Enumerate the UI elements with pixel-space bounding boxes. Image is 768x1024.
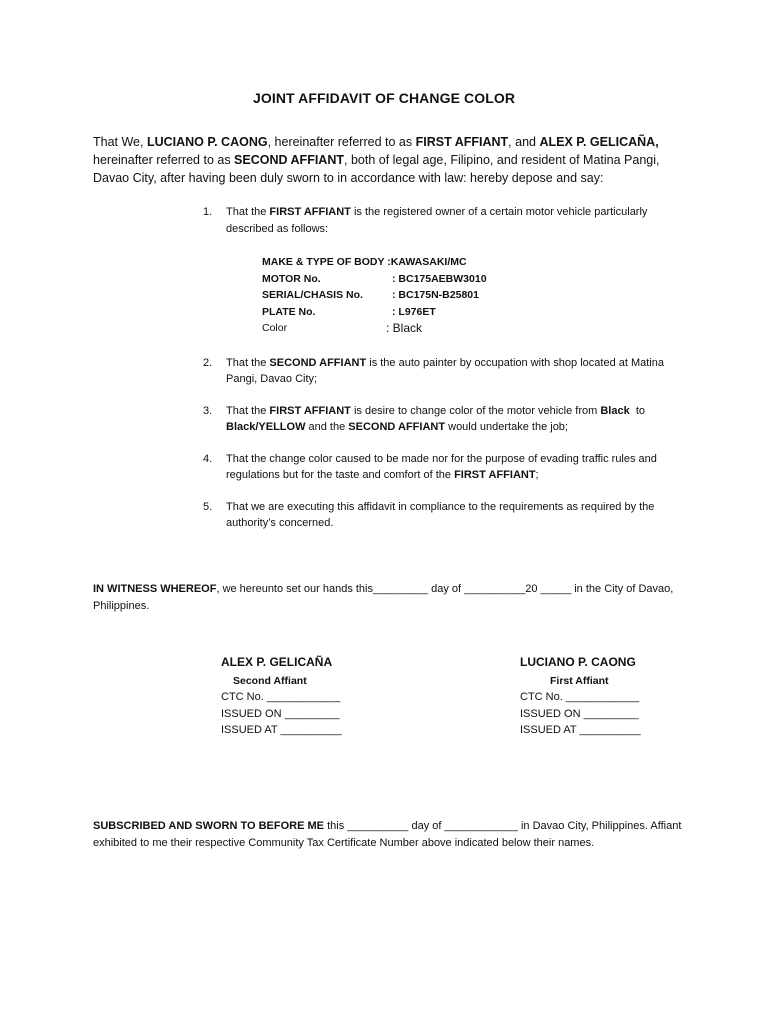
list-item-number: 5. — [203, 500, 213, 513]
jurat-text: this __________ day of ____________ in Davao City, Philippines. Affiant exhibited to me their respective Community Tax Certificate Number above indicated below their names. — [93, 820, 682, 849]
signatory-name: LUCIANO P. CAONG — [520, 655, 636, 669]
jurat-lead: SUBSCRIBED AND SWORN TO BEFORE ME — [93, 820, 325, 832]
issued-at-line: ISSUED AT __________ — [221, 724, 342, 736]
signatory-role: Second Affiant — [233, 674, 307, 687]
list-item-bold: FIRST AFFIANT — [269, 404, 351, 417]
list-item-text: to — [629, 404, 649, 417]
list-item-text: That the — [226, 404, 270, 417]
list-item-bold: Black — [600, 404, 630, 417]
intro-text-5: , both of legal age, Filipino, and resident of Matina Pangi, Davao City, after having been duly sworn to in accordance with law: hereby depose and say: — [93, 153, 660, 185]
list-item-number: 3. — [203, 404, 213, 417]
list-item-bold: SECOND AFFIANT — [269, 356, 367, 369]
list-item-number: 2. — [203, 356, 213, 369]
list-item-bold: Black/YELLOW — [226, 421, 306, 433]
document-title: JOINT AFFIDAVIT OF CHANGE COLOR — [252, 90, 516, 106]
list-item-text: and the — [305, 421, 349, 433]
list-item-text: That the — [226, 206, 270, 218]
list-item — [200, 355, 690, 388]
color-value: : Black — [386, 321, 423, 335]
signatory-name: ALEX P. GELICAÑA — [221, 655, 333, 669]
list-item — [200, 499, 690, 532]
list-item-text: That the — [226, 356, 270, 369]
issued-on-line: ISSUED ON _________ — [520, 707, 639, 720]
plate-label: PLATE No. — [262, 305, 316, 318]
signature-block-second-affiant — [221, 654, 421, 739]
list-item-bold: FIRST AFFIANT — [269, 206, 351, 218]
list-item-text: ; — [535, 469, 539, 481]
second-affiant-name: ALEX P. GELICAÑA, — [539, 135, 659, 149]
intro-text-2: , hereinafter referred to as — [267, 135, 416, 149]
list-item — [200, 451, 690, 484]
motor-label: MOTOR No. — [262, 272, 321, 285]
signature-block-first-affiant — [520, 654, 720, 739]
witness-lead: IN WITNESS WHEREOF — [93, 583, 217, 595]
intro-text-3: , and — [508, 135, 540, 149]
witness-text: , we hereunto set our hands this_________ day of __________20 _____ in the City of Davao, Philippines. — [93, 583, 674, 612]
issued-at-line: ISSUED AT __________ — [520, 724, 641, 736]
jurat-paragraph — [93, 818, 683, 851]
motor-value: : BC175AEBW3010 — [392, 272, 487, 285]
signatory-role: First Affiant — [550, 674, 609, 687]
list-item-number: 1. — [203, 206, 213, 218]
list-item-text: That we are executing this affidavit in compliance to the requirements as required by the authority’s concerned. — [226, 500, 655, 529]
serial-label: SERIAL/CHASIS No. — [262, 289, 363, 301]
list-item-bold: FIRST AFFIANT — [454, 469, 536, 481]
serial-value: : BC175N-B25801 — [392, 289, 479, 301]
vehicle-row-serial — [262, 287, 690, 304]
second-affiant-label: SECOND AFFIANT — [234, 153, 344, 167]
intro-paragraph — [93, 133, 693, 187]
list-item — [200, 403, 690, 436]
numbered-list — [200, 204, 690, 532]
list-item — [200, 204, 690, 237]
intro-text-4: hereinafter referred to as — [93, 153, 235, 167]
make-label: MAKE & TYPE OF BODY : — [262, 256, 391, 268]
list-item-number: 4. — [203, 452, 213, 465]
list-item-bold: SECOND AFFIANT — [348, 421, 446, 433]
vehicle-row-color — [262, 320, 690, 337]
list-item-text: is desire to change color of the motor vehicle from — [350, 404, 601, 417]
witness-paragraph — [93, 581, 683, 614]
first-affiant-label: FIRST AFFIANT — [415, 135, 509, 149]
issued-on-line: ISSUED ON _________ — [221, 707, 340, 720]
make-value: KAWASAKI/MC — [390, 256, 467, 268]
ctc-line: CTC No. ____________ — [520, 691, 640, 703]
list-item-text: is the auto painter by occupation with shop located at Matina Pangi, Davao City; — [226, 356, 664, 385]
list-item-text: That the change color caused to be made nor for the purpose of evading traffic rules and regulations but for the taste and comfort of the — [226, 452, 657, 481]
color-label: Color — [262, 322, 288, 334]
first-affiant-name: LUCIANO P. CAONG — [146, 135, 268, 149]
ctc-line: CTC No. ____________ — [221, 691, 341, 703]
plate-value: : L976ET — [392, 305, 436, 318]
vehicle-details — [262, 254, 690, 337]
list-item-text: would undertake the job; — [445, 421, 568, 433]
vehicle-row-make — [262, 254, 690, 271]
list-item-text: is the registered owner of a certain motor vehicle particularly described as follows: — [226, 206, 648, 235]
vehicle-row-plate — [262, 304, 690, 321]
intro-text-1: That We, — [93, 135, 147, 149]
vehicle-row-motor — [262, 271, 690, 288]
